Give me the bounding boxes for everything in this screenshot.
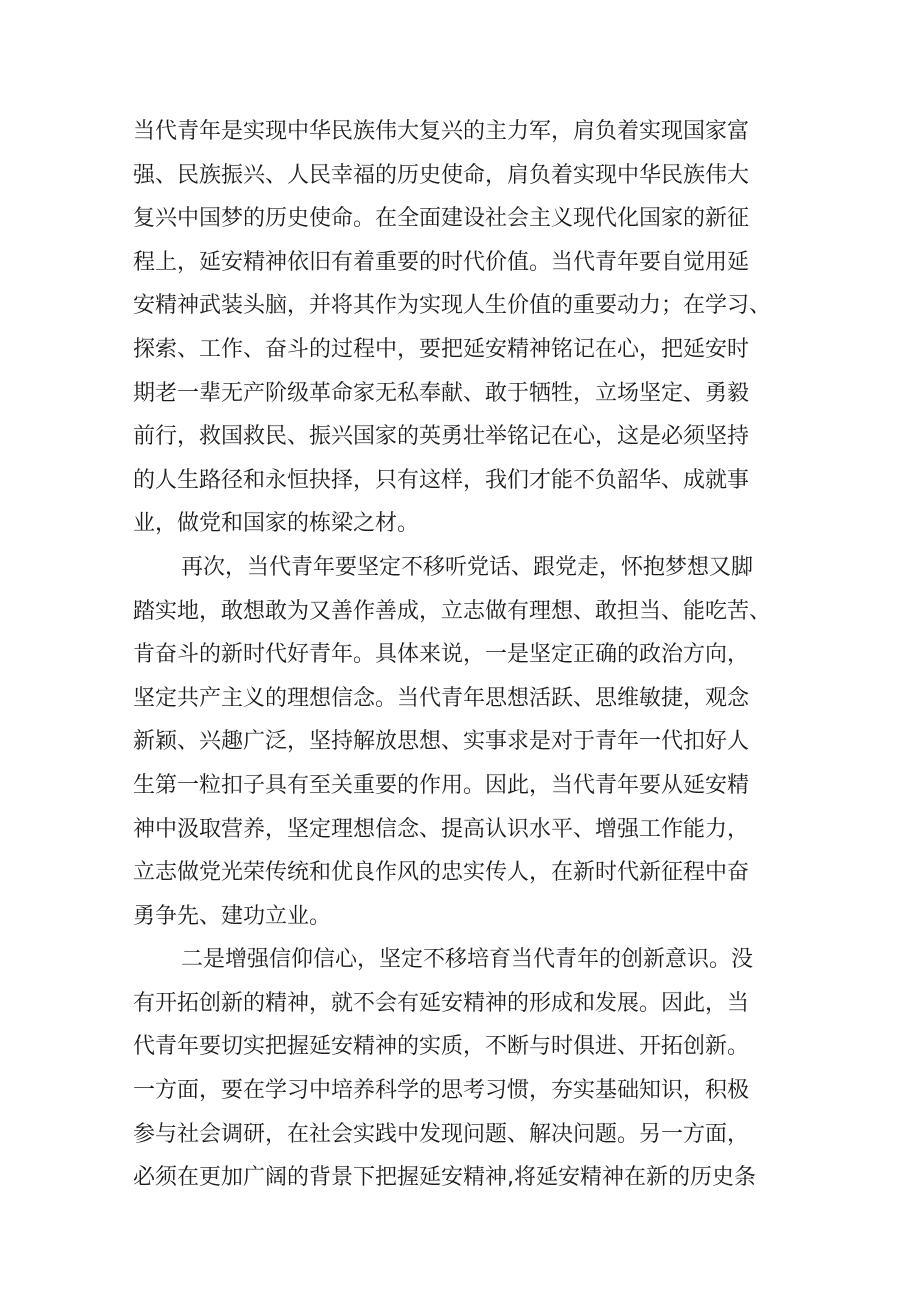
text-line: 再次，当代青年要坚定不移听党话、跟党走，怀抱梦想又脚 [181,554,754,580]
text-line: 前行，救国救民、振兴国家的英勇壮举铭记在心，这是必须坚持 [133,424,750,450]
text-line: 复兴中国梦的历史使命。在全面建设社会主义现代化国家的新征 [133,206,750,232]
text-line: 必须在更加广阔的背景下把握延安精神,将延安精神在新的历史条 [133,1165,756,1191]
text-line: 业，做党和国家的栋梁之材。 [133,511,420,537]
text-line: 程上，延安精神依旧有着重要的时代价值。当代青年要自觉用延 [133,249,750,275]
text-line: 生第一粒扣子具有至关重要的作用。因此，当代青年要从延安精 [133,772,750,798]
text-line: 的人生路径和永恒抉择，只有这样，我们才能不负韶华、成就事 [133,467,750,493]
text-line: 立志做党光荣传统和优良作风的忠实传人，在新时代新征程中奋 [133,860,750,886]
text-line: 踏实地，敢想敢为又善作善成，立志做有理想、敢担当、能吃苦、 [133,598,772,624]
text-line: 有开拓创新的精神，就不会有延安精神的形成和发展。因此，当 [133,990,750,1016]
text-line: 新颖、兴趣广泛，坚持解放思想、实事求是对于青年一代扣好人 [133,729,750,755]
text-line: 参与社会调研，在社会实践中发现问题、解决问题。另一方面， [133,1121,750,1147]
text-line: 神中汲取营养，坚定理想信念、提高认识水平、增强工作能力， [133,816,750,842]
text-line: 勇争先、建功立业。 [133,903,332,929]
text-line: 代青年要切实把握延安精神的实质，不断与时俱进、开拓创新。 [133,1034,750,1060]
paragraph-2 [133,546,803,938]
body-text [133,110,803,1200]
paragraph-1 [133,110,803,546]
paragraph-3 [133,938,803,1200]
text-line: 二是增强信仰信心，坚定不移培育当代青年的创新意识。没 [181,947,754,973]
text-line: 探索、工作、奋斗的过程中，要把延安精神铭记在心，把延安时 [133,336,750,362]
text-line: 一方面，要在学习中培养科学的思考习惯，夯实基础知识，积极 [133,1078,750,1104]
text-line: 当代青年是实现中华民族伟大复兴的主力军，肩负着实现国家富 [133,119,750,144]
text-line: 强、民族振兴、人民幸福的历史使命，肩负着实现中华民族伟大 [133,162,750,188]
text-line: 肯奋斗的新时代好青年。具体来说，一是坚定正确的政治方向， [133,642,750,668]
text-line: 坚定共产主义的理想信念。当代青年思想活跃、思维敏捷，观念 [133,685,750,711]
text-line: 安精神武装头脑，并将其作为实现人生价值的重要动力；在学习、 [133,293,772,319]
text-line: 期老一辈无产阶级革命家无私奉献、敢于牺牲，立场坚定、勇毅 [133,380,750,406]
